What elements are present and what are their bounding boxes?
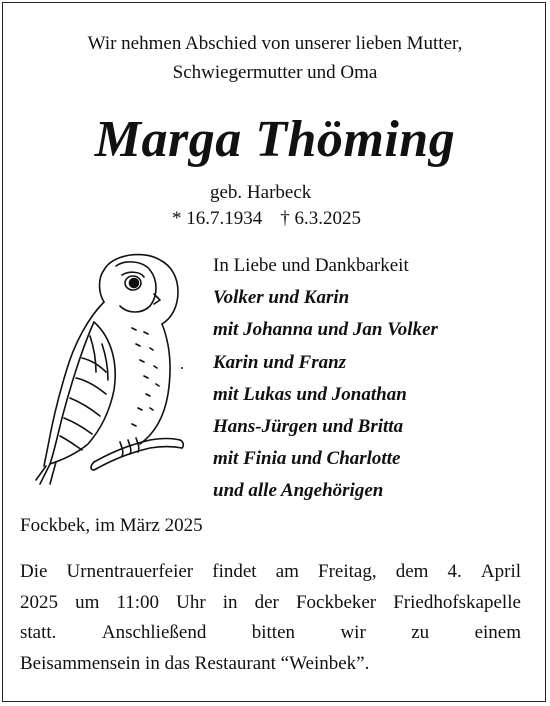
life-dates	[172, 207, 361, 231]
mourner-line: Karin und Franz	[213, 351, 347, 373]
notice-line-2: 2025 um 11:00 Uhr in der Fockbeker Friedhofskapelle	[20, 591, 521, 613]
deceased-name: Marga Thöming	[94, 111, 456, 168]
mourners-block	[213, 250, 438, 508]
notice-line-3: statt. Anschließend bitten wir zu einem	[20, 622, 521, 643]
mourner-line: mit Lukas und Jonathan	[213, 383, 407, 405]
mourner-line: mit Johanna und Jan Volker	[213, 319, 438, 341]
notice-line-4: Beisammensein in das Restaurant “Weinbek”.	[20, 652, 370, 674]
mourner-line: Hans-Jürgen und Britta	[213, 416, 404, 438]
funeral-notice	[20, 557, 521, 679]
birth-date: * 16.7.1934	[172, 208, 263, 229]
intro-line-2: Schwiegermutter und Oma	[172, 62, 378, 83]
birth-name: geb. Harbeck	[210, 182, 312, 203]
mourner-line: mit Finia und Charlotte	[213, 448, 401, 470]
mourners-intro: In Liebe und Dankbarkeit	[213, 255, 409, 276]
intro-text	[0, 29, 550, 87]
owl-icon	[32, 248, 192, 488]
death-date: † 6.3.2025	[280, 208, 361, 229]
intro-line-1: Wir nehmen Abschied von unserer lieben Mutter,	[87, 33, 463, 54]
mourner-line: und alle Angehörigen	[213, 480, 384, 502]
notice-line-1: Die Urnentrauerfeier findet am Freitag, dem 4. April	[20, 561, 521, 582]
mourner-line: Volker und Karin	[213, 287, 350, 309]
place-date: Fockbek, im März 2025	[20, 515, 203, 536]
